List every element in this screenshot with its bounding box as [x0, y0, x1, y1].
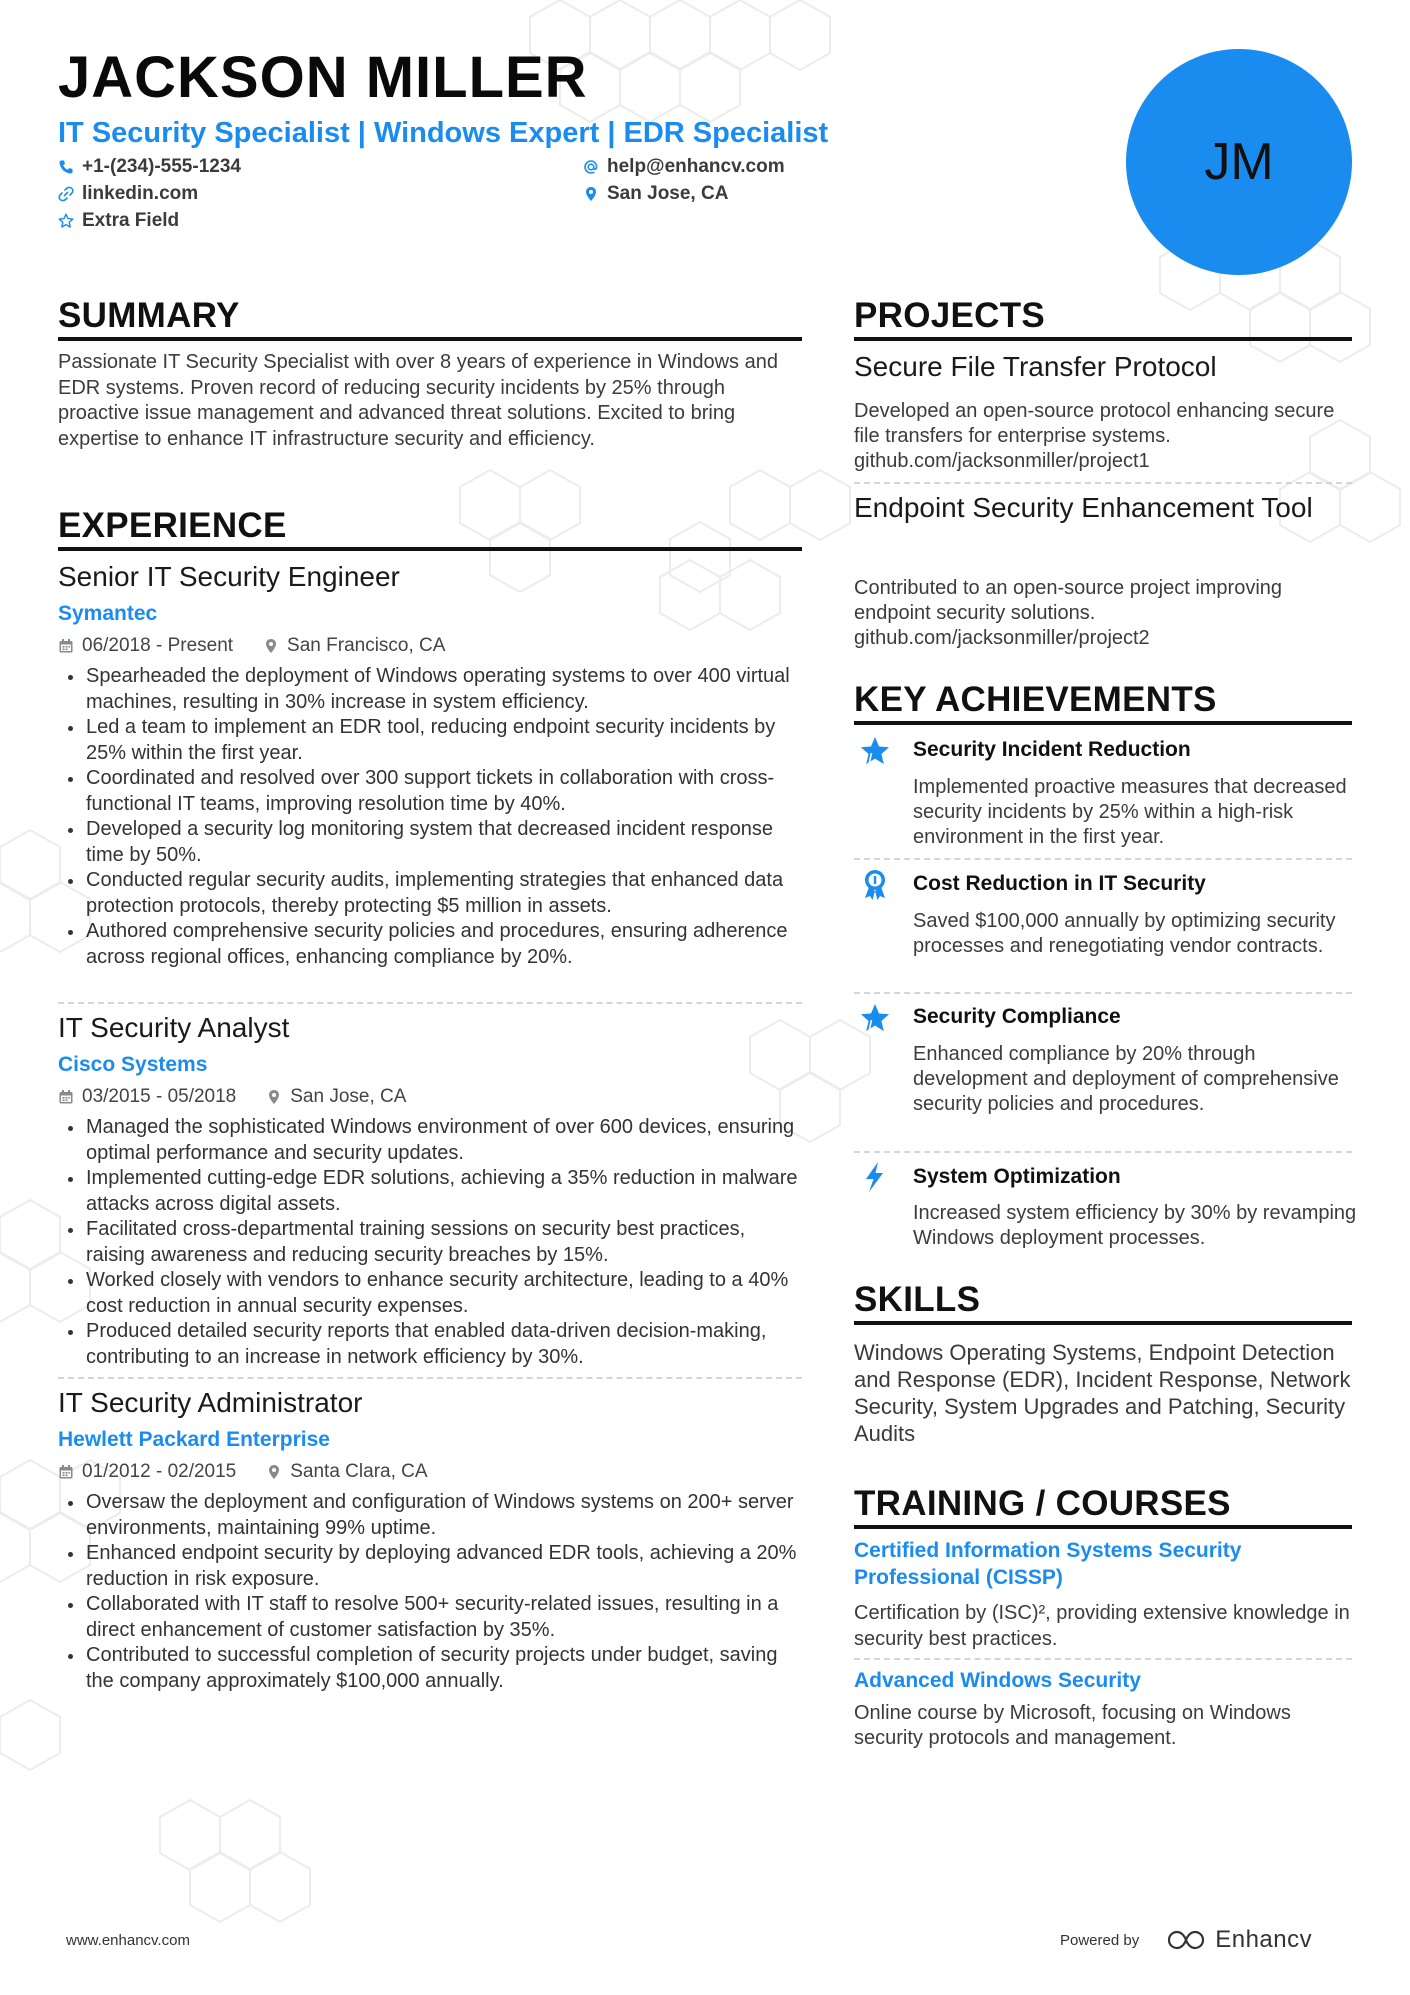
map-pin-icon [263, 638, 279, 654]
course-title: Advanced Windows Security [854, 1669, 1141, 1692]
projects-divider [854, 337, 1352, 341]
powered-by-label: Powered by [1060, 1931, 1140, 1949]
course-title: Certified Information Systems Security Professional (CISSP) [854, 1539, 1242, 1589]
brand-name: Enhancv [1215, 1926, 1313, 1953]
contact-extra [58, 210, 179, 232]
map-pin-icon [266, 1464, 282, 1480]
phone-text: +1-(234)-555-1234 [82, 156, 241, 177]
list-item: Worked closely with vendors to enhance security architecture, leading to a 40% cost reduction in annual security expenses. [58, 1268, 808, 1319]
project-separator [854, 482, 1352, 484]
job-title: Senior IT Security Engineer [58, 561, 400, 592]
job-dates: 03/2015 - 05/2018 [82, 1086, 237, 1107]
course-description: Online course by Microsoft, focusing on Windows security protocols and management. [854, 1702, 1291, 1749]
footer-website[interactable]: www.enhancv.com [66, 1932, 190, 1949]
experience-section-title: EXPERIENCE [58, 506, 287, 545]
summary-section-title: SUMMARY [58, 296, 240, 335]
achievement-separator [854, 992, 1352, 994]
job-location: Santa Clara, CA [290, 1461, 428, 1482]
project-link[interactable]: github.com/jacksonmiller/project2 [854, 627, 1150, 649]
map-pin-icon [583, 186, 599, 202]
contact-phone[interactable] [58, 156, 241, 178]
job-bullet-list [58, 1490, 808, 1694]
job-title: IT Security Analyst [58, 1012, 290, 1043]
star-outline-icon [58, 213, 74, 229]
company-name: Symantec [58, 602, 158, 625]
link-icon [58, 186, 74, 202]
skills-text: Windows Operating Systems, Endpoint Detection and Response (EDR), Incident Response, Network Security, System Upgrades and Patching, Security Audits [854, 1340, 1351, 1446]
experience-divider [58, 547, 802, 551]
course-description: Certification by (ISC)², providing extensive knowledge in security best practices. [854, 1602, 1350, 1650]
projects-section-title: PROJECTS [854, 296, 1046, 335]
job-bullet-list [58, 664, 808, 970]
list-item: Led a team to implement an EDR tool, reducing endpoint security incidents by 25% within the first year. [58, 715, 808, 766]
list-item: Coordinated and resolved over 300 support tickets in collaboration with cross-functional IT teams, improving resolution time by 40%. [58, 766, 808, 817]
avatar: JM [1126, 49, 1352, 275]
enhancv-logo-icon [1165, 1929, 1207, 1951]
star-icon [858, 1001, 892, 1035]
list-item: Developed a security log monitoring system that decreased incident response time by 50%. [58, 817, 808, 868]
summary-text: Passionate IT Security Specialist with over 8 years of experience in Windows and EDR systems. Proven record of reducing security incidents by 25% through proactive issue management and advanced threat solutions. Excited to bring expertise to enhance IT infrastructure security and efficiency. [58, 351, 778, 450]
list-item: Authored comprehensive security policies and procedures, ensuring adherence across regional offices, enhancing compliance by 20%. [58, 919, 808, 970]
list-item: Spearheaded the deployment of Windows operating systems to over 400 virtual machines, resulting in 30% increase in system efficiency. [58, 664, 808, 715]
achievement-title: Security Compliance [913, 1005, 1121, 1028]
company-name: Hewlett Packard Enterprise [58, 1428, 330, 1451]
extra-field-text: Extra Field [82, 210, 180, 231]
job-separator [58, 1002, 802, 1004]
contact-email[interactable] [583, 156, 785, 178]
achievements-section-title: KEY ACHIEVEMENTS [854, 680, 1217, 719]
candidate-headline: IT Security Specialist | Windows Expert | EDR Specialist [58, 117, 829, 149]
achievement-description: Implemented proactive measures that decreased security incidents by 25% within a high-risk environment in the first year. [913, 776, 1347, 848]
job-meta [58, 1086, 406, 1108]
job-meta [58, 635, 445, 657]
skills-section-title: SKILLS [854, 1280, 981, 1319]
candidate-name: JACKSON MILLER [58, 45, 588, 110]
training-divider [854, 1525, 1352, 1529]
calendar-icon [58, 638, 74, 654]
job-location: San Francisco, CA [287, 635, 446, 656]
list-item: Conducted regular security audits, implementing strategies that enhanced data protection protocols, thereby protecting $5 million in assets. [58, 868, 808, 919]
job-bullet-list [58, 1115, 808, 1370]
list-item: Oversaw the deployment and configuration of Windows systems on 200+ server environments, maintaining 99% uptime. [58, 1490, 808, 1541]
achievement-description: Increased system efficiency by 30% by revamping Windows deployment processes. [913, 1202, 1357, 1249]
achievement-title: Cost Reduction in IT Security [913, 872, 1206, 895]
job-dates: 06/2018 - Present [82, 635, 234, 656]
phone-icon [58, 159, 74, 175]
job-location: San Jose, CA [290, 1086, 407, 1107]
list-item: Produced detailed security reports that enabled data-driven decision-making, contributing to an increase in network efficiency by 30%. [58, 1319, 808, 1370]
course-separator [854, 1658, 1352, 1660]
job-separator [58, 1377, 802, 1379]
project-description: Contributed to an open-source project improving endpoint security solutions. [854, 577, 1283, 624]
award-badge-icon [858, 867, 892, 901]
email-text: help@enhancv.com [607, 156, 785, 177]
achievement-separator [854, 858, 1352, 860]
at-sign-icon [583, 159, 599, 175]
map-pin-icon [266, 1089, 282, 1105]
job-dates: 01/2012 - 02/2015 [82, 1461, 237, 1482]
training-section-title: TRAINING / COURSES [854, 1484, 1231, 1523]
project-title: Endpoint Security Enhancement Tool [854, 492, 1313, 523]
list-item: Implemented cutting-edge EDR solutions, achieving a 35% reduction in malware attacks across digital assets. [58, 1166, 808, 1217]
achievement-separator [854, 1151, 1352, 1153]
list-item: Managed the sophisticated Windows environment of over 600 devices, ensuring optimal performance and security updates. [58, 1115, 808, 1166]
achievement-title: Security Incident Reduction [913, 738, 1191, 761]
calendar-icon [58, 1089, 74, 1105]
job-title: IT Security Administrator [58, 1387, 363, 1418]
achievement-title: System Optimization [913, 1165, 1121, 1188]
star-icon [858, 734, 892, 768]
calendar-icon [58, 1464, 74, 1480]
linkedin-text: linkedin.com [82, 183, 199, 204]
list-item: Enhanced endpoint security by deploying advanced EDR tools, achieving a 20% reduction in risk exposure. [58, 1541, 808, 1592]
list-item: Facilitated cross-departmental training sessions on security best practices, raising awareness and reducing security breaches by 15%. [58, 1217, 808, 1268]
lightning-icon [858, 1160, 892, 1194]
project-title: Secure File Transfer Protocol [854, 351, 1217, 382]
skills-divider [854, 1321, 1352, 1325]
contact-linkedin[interactable] [58, 183, 198, 205]
project-description: Developed an open-source protocol enhancing secure file transfers for enterprise systems. [854, 400, 1335, 447]
list-item: Collaborated with IT staff to resolve 500+ security-related issues, resulting in a direct enhancement of customer satisfaction by 35%. [58, 1592, 808, 1643]
location-text: San Jose, CA [607, 183, 729, 204]
achievements-divider [854, 721, 1352, 725]
summary-divider [58, 337, 802, 341]
project-link[interactable]: github.com/jacksonmiller/project1 [854, 450, 1150, 472]
company-name: Cisco Systems [58, 1053, 208, 1076]
contact-location [583, 183, 728, 205]
achievement-description: Saved $100,000 annually by optimizing security processes and renegotiating vendor contracts. [913, 910, 1336, 957]
list-item: Contributed to successful completion of security projects under budget, saving the company approximately $100,000 annually. [58, 1643, 808, 1694]
achievement-description: Enhanced compliance by 20% through development and deployment of comprehensive security policies and procedures. [913, 1043, 1339, 1115]
job-meta [58, 1461, 428, 1483]
footer-branding [1060, 1926, 1312, 1954]
